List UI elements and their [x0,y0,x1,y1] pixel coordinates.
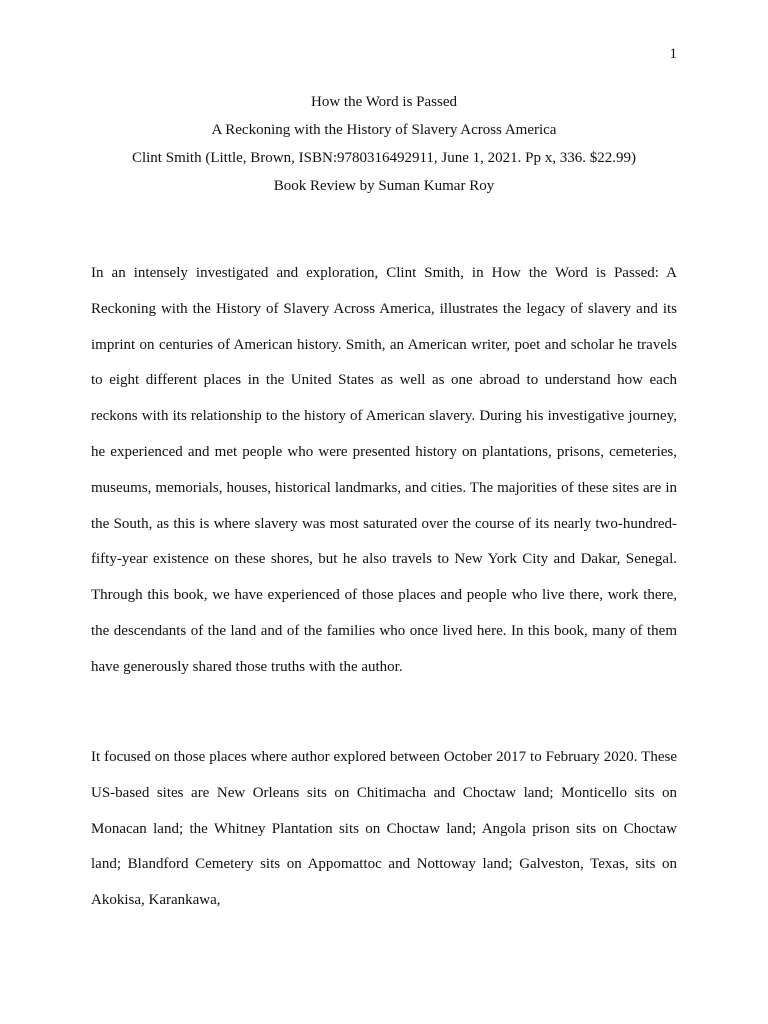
book-title: How the Word is Passed [310,94,457,110]
review-byline: Book Review by Suman Kumar Roy [273,178,495,194]
review-header [0,91,768,203]
book-subtitle: A Reckoning with the History of Slavery Across America [211,122,557,138]
book-citation: Clint Smith (Little, Brown, ISBN:9780316492911, June 1, 2021. Pp x, 336. $22.99) [131,150,637,166]
page-number: 1 [669,46,677,62]
body-paragraph-2: It focused on those places where author explored between October 2017 to February 2020. These US-based sites are New Orleans sits on Chitimacha and Choctaw land; Monticello sits on Monacan land; the Whitney Plantation sits on Choctaw land; Angola prison sits on Choctaw land; Blandford Cemetery sits on Appomattoc and Nottoway land; Galveston, Texas, sits on Akokisa, Karankawa, [91,749,677,909]
body-paragraph-1: In an intensely investigated and exploration, Clint Smith, in How the Word is Passed: A Reckoning with the History of Slavery Across America, illustrates the legacy of slavery and its imprint on centuries of American history. Smith, an American writer, poet and scholar he travels to eight different places in the United States as well as one abroad to understand how each reckons with its relationship to the history of American slavery. During his investigative journey, he experienced and met people who were presented history on plantations, prisons, cemeteries, museums, memorials, houses, historical landmarks, and cities. The majorities of these sites are in the South, as this is where slavery was most saturated over the course of its nearly two-hundred-fifty-year existence on these shores, but he also travels to New York City and Dakar, Senegal. Through this book, we have experienced of those places and people who live there, work there, the descendants of the land and of the families who once lived here. In this book, many of them have generously shared those truths with the author. [91,265,677,675]
